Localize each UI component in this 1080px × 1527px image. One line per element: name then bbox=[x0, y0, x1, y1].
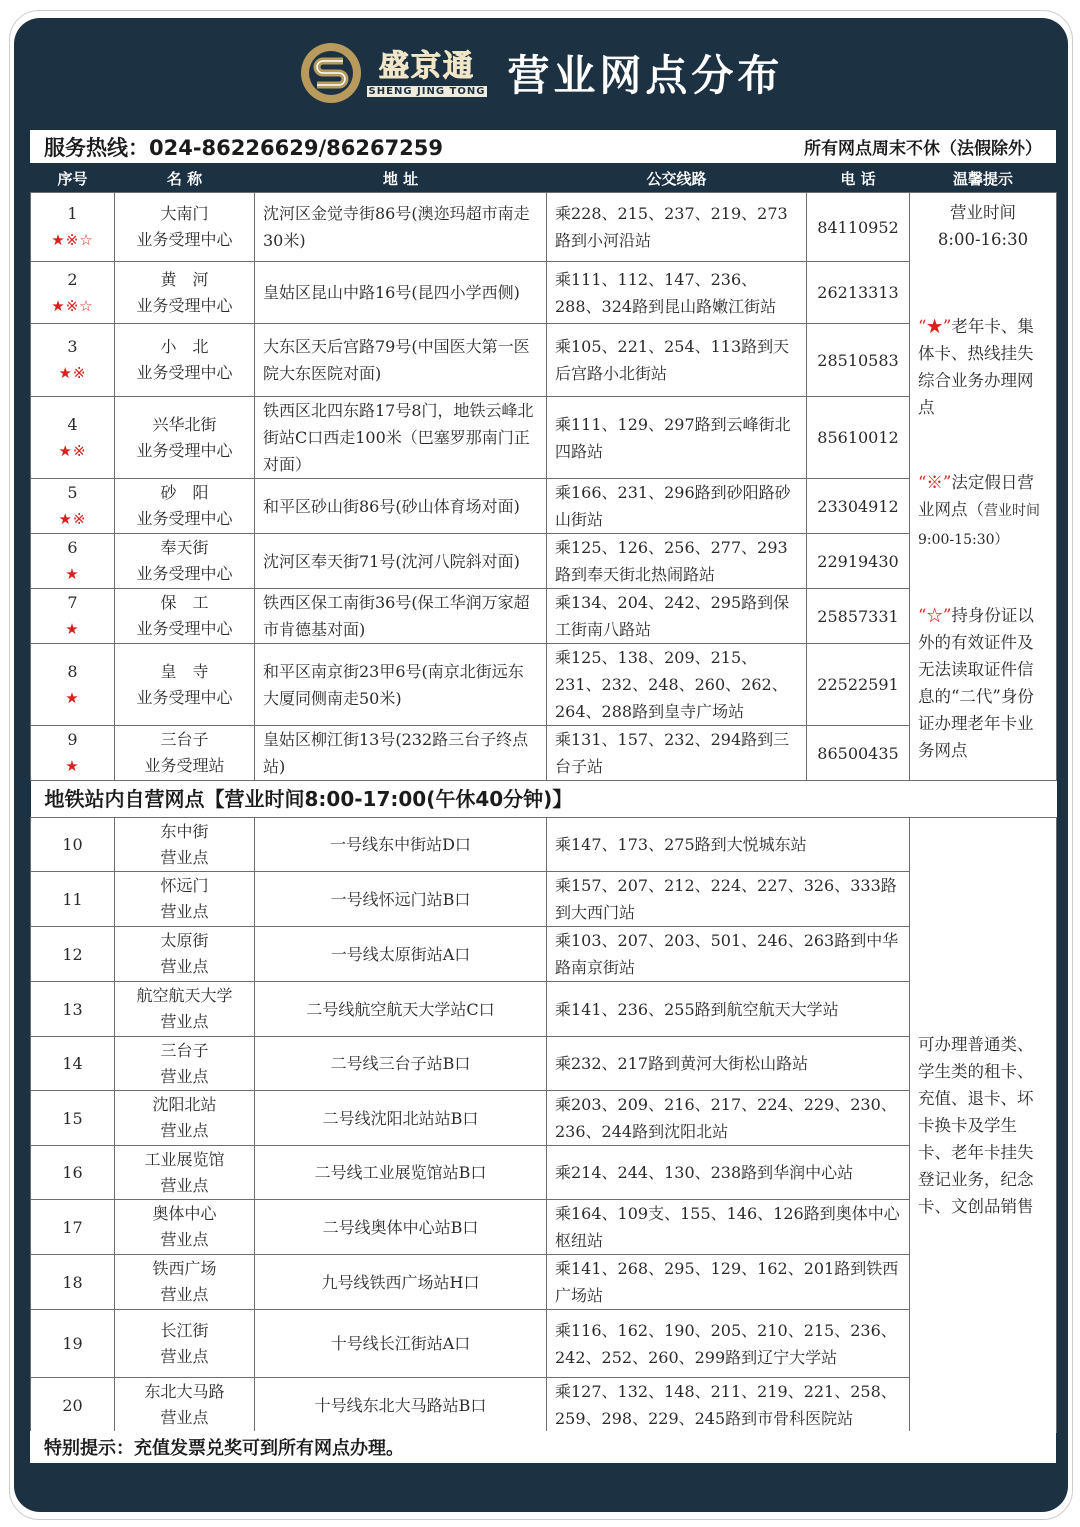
bus-routes: 乘147、173、275路到大悦城东站 bbox=[547, 818, 910, 872]
table-row: 9 ★ 三台子 业务受理站 皇姑区柳江街13号(232路三台子终点站) 乘131、157、232、294路到三台子站 86500435 bbox=[31, 726, 1057, 781]
outlet-address: 一号线东中街站D口 bbox=[255, 818, 547, 872]
table-row: 18 铁西广场 营业点 九号线铁西广场站H口 乘141、268、295、129、162、201路到铁西广场站 bbox=[31, 1255, 1057, 1310]
outlet-address: 皇姑区昆山中路16号(昆四小学西侧) bbox=[255, 262, 547, 324]
col-phone: 电 话 bbox=[807, 164, 910, 193]
table-row: 16 工业展览馆 营业点 二号线工业展览馆站B口 乘214、244、130、238路到华润中心站 bbox=[31, 1146, 1057, 1200]
outlet-table bbox=[30, 164, 1056, 1433]
star-symbol: “★” bbox=[918, 317, 952, 336]
service-marks: ★ bbox=[65, 620, 80, 638]
phone-number: 84110952 bbox=[807, 193, 910, 262]
bus-routes: 乘203、209、216、217、224、229、230、236、244路到沈阳北站 bbox=[547, 1091, 910, 1146]
phone-number: 22919430 bbox=[807, 534, 910, 589]
table-row: 19 长江街 营业点 十号线长江街站A口 乘116、162、190、205、210、215、236、242、252、260、299路到辽宁大学站 bbox=[31, 1310, 1057, 1378]
outlet-address: 十号线长江街站A口 bbox=[255, 1310, 547, 1378]
phone-number: 85610012 bbox=[807, 397, 910, 479]
brand-logo bbox=[299, 41, 488, 105]
bus-routes: 乘166、231、296路到砂阳路砂山街站 bbox=[547, 479, 807, 534]
poster-panel bbox=[14, 18, 1068, 1512]
outlet-address: 九号线铁西广场站H口 bbox=[255, 1255, 547, 1310]
phone-number: 25857331 bbox=[807, 589, 910, 644]
page-title: 营业网点分布 bbox=[507, 51, 784, 100]
table-row: 7 ★ 保 工 业务受理中心 铁西区保工南街36号(保工华润万家超市肯德基对面) 乘134、204、242、295路到保工街南八路站 25857331 bbox=[31, 589, 1057, 644]
outlet-address: 和平区南京街23甲6号(南京北街远东大厦同侧南走50米) bbox=[255, 644, 547, 726]
table-row: 11 怀远门 营业点 一号线怀远门站B口 乘157、207、212、224、227、326、333路到大西门站 bbox=[31, 872, 1057, 927]
bus-routes: 乘157、207、212、224、227、326、333路到大西门站 bbox=[547, 872, 910, 927]
metro-section-header bbox=[31, 781, 1057, 818]
outlet-address: 二号线沈阳北站站B口 bbox=[255, 1091, 547, 1146]
bus-routes: 乘127、132、148、211、219、221、258、259、298、229、245路到市骨科医院站 bbox=[547, 1378, 910, 1433]
bus-routes: 乘232、217路到黄河大街松山路站 bbox=[547, 1037, 910, 1091]
service-marks: ★※ bbox=[58, 510, 87, 528]
outlet-address: 和平区砂山街86号(砂山体育场对面) bbox=[255, 479, 547, 534]
tip-hollow-star: “☆”持身份证以外的有效证件及无法读取证件信息的“二代”身份证办理老年卡业务网点 bbox=[918, 606, 1034, 760]
table-row: 2 ★※☆ 黄 河 业务受理中心 皇姑区昆山中路16号(昆四小学西侧) 乘111、112、147、236、288、324路到昆山路嫩江街站 26213313 bbox=[31, 262, 1057, 324]
logo-chinese: 盛京通 bbox=[378, 48, 475, 84]
bus-routes: 乘214、244、130、238路到华润中心站 bbox=[547, 1146, 910, 1200]
bus-routes: 乘111、129、297路到云峰街北四路站 bbox=[547, 397, 807, 479]
metro-section-title: 地铁站内自营网点【营业时间8:00-17:00(午休40分钟)】 bbox=[31, 781, 1057, 818]
hollow-star-symbol: “☆” bbox=[918, 606, 952, 625]
phone-number: 26213313 bbox=[807, 262, 910, 324]
bus-routes: 乘134、204、242、295路到保工街南八路站 bbox=[547, 589, 807, 644]
outlet-address: 二号线航空航天大学站C口 bbox=[255, 982, 547, 1037]
bus-routes: 乘141、236、255路到航空航天大学站 bbox=[547, 982, 910, 1037]
bus-routes: 乘116、162、190、205、210、215、236、242、252、260、299路到辽宁大学站 bbox=[547, 1310, 910, 1378]
outlet-address: 二号线工业展览馆站B口 bbox=[255, 1146, 547, 1200]
col-tips: 温馨提示 bbox=[910, 164, 1057, 193]
table-row: 13 航空航天大学 营业点 二号线航空航天大学站C口 乘141、236、255路到航空航天大学站 bbox=[31, 982, 1057, 1037]
bus-routes: 乘125、138、209、215、231、232、248、260、262、264、288路到皇寺广场站 bbox=[547, 644, 807, 726]
bus-routes: 乘111、112、147、236、288、324路到昆山路嫩江街站 bbox=[547, 262, 807, 324]
service-marks: ★※ bbox=[58, 364, 87, 382]
sjt-logo-icon bbox=[299, 41, 363, 105]
hotline-bar bbox=[30, 130, 1056, 163]
col-index: 序号 bbox=[31, 164, 115, 193]
bus-routes: 乘141、268、295、129、162、201路到铁西广场站 bbox=[547, 1255, 910, 1310]
holiday-symbol: “※” bbox=[918, 473, 952, 492]
row-index: 10 bbox=[31, 818, 115, 872]
outlet-type: 业务受理中心 bbox=[136, 230, 233, 249]
table-row: 12 太原街 营业点 一号线太原街站A口 乘103、207、203、501、246、263路到中华路南京街站 bbox=[31, 927, 1057, 982]
service-marks: ★ bbox=[65, 688, 80, 707]
outlet-name: 大南门 bbox=[160, 204, 209, 223]
table-row: 20 东北大马路 营业点 十号线东北大马路站B口 乘127、132、148、211、219、221、258、259、298、229、245路到市骨科医院站 bbox=[31, 1378, 1057, 1433]
center-tips bbox=[910, 193, 1057, 781]
phone-number: 86500435 bbox=[807, 726, 910, 781]
bus-routes: 乘125、126、256、277、293路到奉天街北热闹路站 bbox=[547, 534, 807, 589]
tip-star: “★”老年卡、集体卡、热线挂失综合业务办理网点 bbox=[918, 317, 1034, 417]
tip-holiday: “※”法定假日营业网点（营业时间9:00-15:30） bbox=[918, 473, 1040, 548]
outlet-address: 一号线怀远门站B口 bbox=[255, 872, 547, 927]
bus-routes: 乘164、109支、155、146、126路到奥体中心枢纽站 bbox=[547, 1200, 910, 1255]
phone-number: 22522591 bbox=[807, 644, 910, 726]
table-row bbox=[31, 818, 1057, 872]
outlet-address: 二号线三台子站B口 bbox=[255, 1037, 547, 1091]
service-marks: ★※☆ bbox=[51, 296, 94, 315]
phone-number: 28510583 bbox=[807, 324, 910, 397]
tip-hours-label: 营业时间 bbox=[950, 203, 1016, 222]
col-bus: 公交线路 bbox=[547, 164, 807, 193]
outlet-address: 二号线奥体中心站B口 bbox=[255, 1200, 547, 1255]
outlet-address: 铁西区北四东路17号8门，地铁云峰北街站C口西走100米（巴塞罗那南门正对面） bbox=[255, 397, 547, 479]
phone-number: 23304912 bbox=[807, 479, 910, 534]
table-row: 17 奥体中心 营业点 二号线奥体中心站B口 乘164、109支、155、146、126路到奥体中心枢纽站 bbox=[31, 1200, 1057, 1255]
outlet-address: 沈河区金觉寺街86号(澳迩玛超市南走30米) bbox=[255, 193, 547, 262]
table-header bbox=[31, 164, 1057, 193]
outlet-address: 十号线东北大马路站B口 bbox=[255, 1378, 547, 1433]
table-row: 6 ★ 奉天街 业务受理中心 沈河区奉天街71号(沈河八院斜对面) 乘125、126、256、277、293路到奉天街北热闹路站 22919430 bbox=[31, 534, 1057, 589]
tip-hours: 8:00-16:30 bbox=[937, 230, 1029, 249]
metro-tips: 可办理普通类、学生类的租卡、充值、退卡、坏卡换卡及学生卡、老年卡挂失登记业务，纪念卡、文创品销售 bbox=[910, 818, 1057, 1433]
bus-routes: 乘103、207、203、501、246、263路到中华路南京街站 bbox=[547, 927, 910, 982]
logo-english: SHENG JING TONG bbox=[368, 85, 486, 97]
weekend-note: 所有网点周末不休（法假除外） bbox=[804, 139, 1042, 159]
outlet-address: 皇姑区柳江街13号(232路三台子终点站) bbox=[255, 726, 547, 781]
col-name: 名 称 bbox=[115, 164, 255, 193]
col-address: 地 址 bbox=[255, 164, 547, 193]
outlet-address: 铁西区保工南街36号(保工华润万家超市肯德基对面) bbox=[255, 589, 547, 644]
row-index: 1 bbox=[67, 204, 78, 223]
service-marks: ★ bbox=[65, 757, 80, 775]
service-marks: ★※☆ bbox=[51, 231, 94, 249]
header bbox=[14, 18, 1068, 128]
service-hotline: 服务热线：024-86226629/86267259 bbox=[44, 135, 444, 160]
table-row: 5 ★※ 砂 阳 业务受理中心 和平区砂山街86号(砂山体育场对面) 乘166、231、296路到砂阳路砂山街站 23304912 bbox=[31, 479, 1057, 534]
outlet-address: 大东区天后宫路79号(中国医大第一医院大东医院对面) bbox=[255, 324, 547, 397]
table-row bbox=[31, 193, 1057, 262]
service-marks: ★ bbox=[65, 565, 80, 583]
special-note: 特别提示：充值发票兑奖可到所有网点办理。 bbox=[30, 1431, 1056, 1463]
bus-routes: 乘131、157、232、294路到三台子站 bbox=[547, 726, 807, 781]
bus-routes: 乘228、215、237、219、273路到小河沿站 bbox=[547, 193, 807, 262]
table-row: 14 三台子 营业点 二号线三台子站B口 乘232、217路到黄河大街松山路站 bbox=[31, 1037, 1057, 1091]
outlet-address: 沈河区奉天街71号(沈河八院斜对面) bbox=[255, 534, 547, 589]
table-row: 3 ★※ 小 北 业务受理中心 大东区天后宫路79号(中国医大第一医院大东医院对面) 乘105、221、254、113路到天后宫路小北街站 28510583 bbox=[31, 324, 1057, 397]
service-marks: ★※ bbox=[58, 441, 87, 460]
outlet-address: 一号线太原街站A口 bbox=[255, 927, 547, 982]
table-row: 15 沈阳北站 营业点 二号线沈阳北站站B口 乘203、209、216、217、224、229、230、236、244路到沈阳北站 bbox=[31, 1091, 1057, 1146]
table-row: 8 ★ 皇 寺 业务受理中心 和平区南京街23甲6号(南京北街远东大厦同侧南走50米) 乘125、138、209、215、231、232、248、260、262、264、288路到皇寺广场站 22522591 bbox=[31, 644, 1057, 726]
outlet-type: 营业点 bbox=[160, 847, 209, 867]
table-row: 4 ★※ 兴华北街 业务受理中心 铁西区北四东路17号8门，地铁云峰北街站C口西走100米（巴塞罗那南门正对面） 乘111、129、297路到云峰街北四路站 85610012 bbox=[31, 397, 1057, 479]
bus-routes: 乘105、221、254、113路到天后宫路小北街站 bbox=[547, 324, 807, 397]
outlet-name: 东中街 bbox=[160, 821, 209, 841]
